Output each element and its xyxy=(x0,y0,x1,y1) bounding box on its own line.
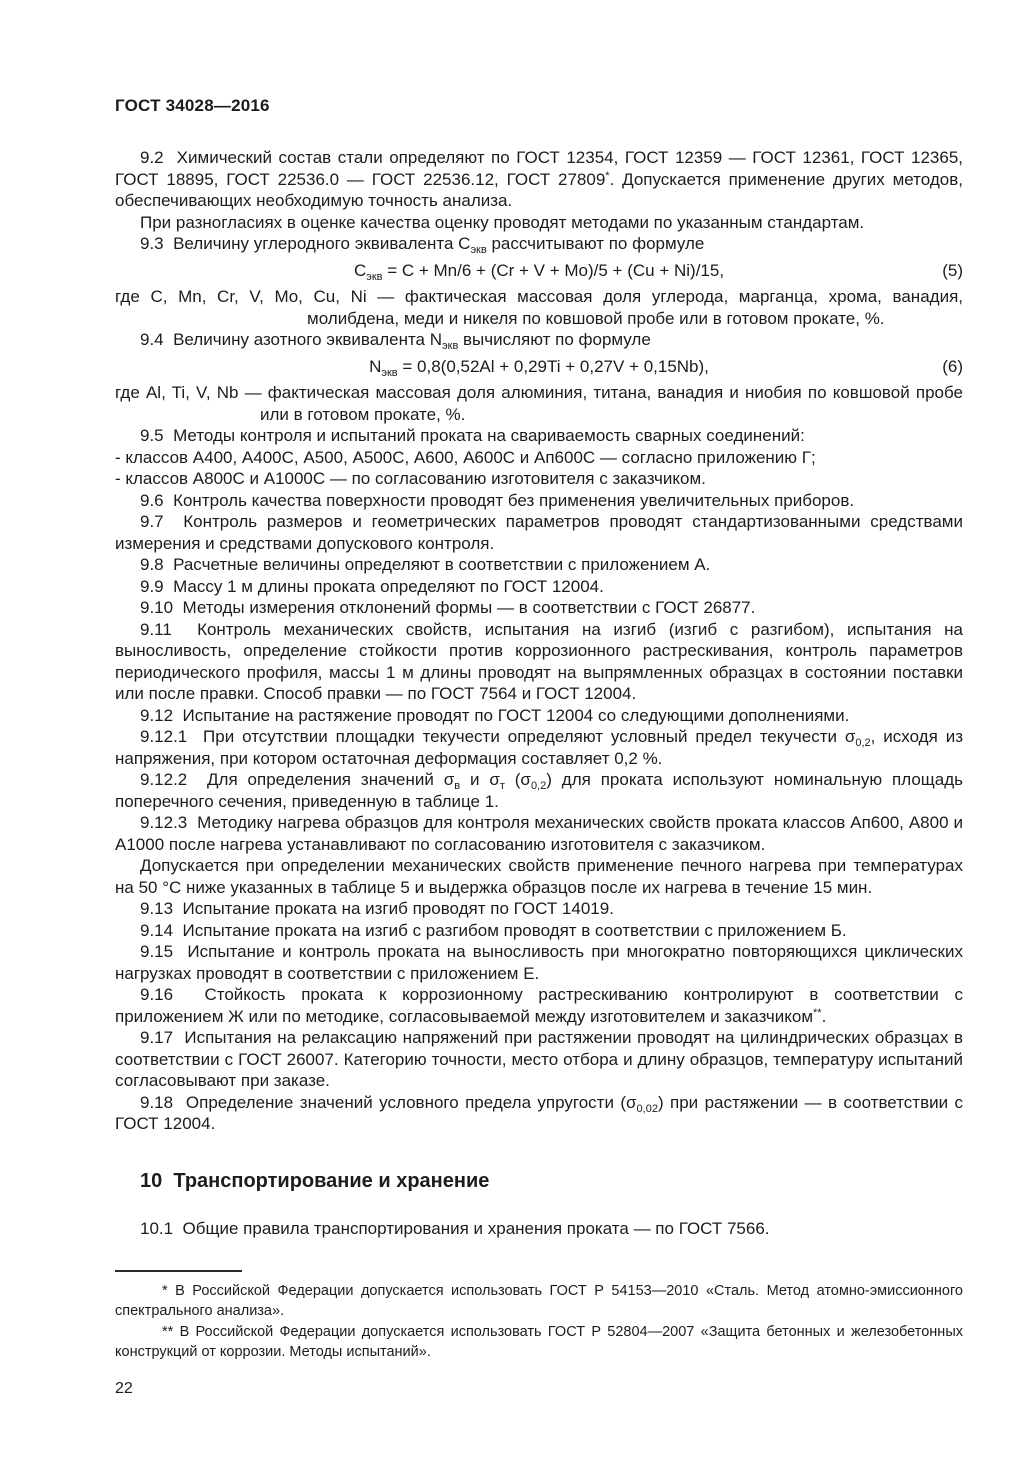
paragraph xyxy=(115,490,963,512)
text-run: 9.6 Контроль качества поверхности проводят без применения увеличительных приборов. xyxy=(140,490,855,510)
text-run: 9.15 Испытание и контроль проката на выносливость при многократно повторяющихся циклических нагрузках проводят в соответствии с приложением Е. xyxy=(115,942,963,983)
definition-paragraph xyxy=(115,382,963,425)
subscript-text: экв xyxy=(442,340,459,352)
text-run: 9.5 Методы контроля и испытаний проката на свариваемость сварных соединений: xyxy=(140,426,805,445)
paragraph xyxy=(115,898,963,920)
text-run: = 0,8(0,52Al + 0,29Ti + 0,27V + 0,15Nb), xyxy=(397,356,709,376)
paragraph xyxy=(115,1092,963,1135)
text-run: 9.7 Контроль размеров и геометрических параметров проводят стандартизованными средствами измерения и средствами допускового контроля. xyxy=(115,512,963,553)
subscript-text: в xyxy=(454,780,461,792)
text-run: 9.17 Испытания на релаксацию напряжений при растяжении проводят на цилиндрических образцах в соответствии с ГОСТ 26007. Категорию точности, место отбора и длину образцов, температуру испытаний согласовывают при заказе. xyxy=(115,1028,963,1090)
page-content xyxy=(115,96,963,1398)
list-item xyxy=(115,468,963,490)
text-run: 9.12.2 Для определения значений σ xyxy=(140,770,455,789)
text-run: 9.16 Стойкость проката к коррозионному растрескиванию контролируют в соответствии с приложением Ж или по методике, согласовываемой между изготовителем и заказчиком xyxy=(115,985,963,1026)
text-run: 10.1 Общие правила транспортирования и хранения проката — по ГОСТ 7566. xyxy=(140,1219,770,1238)
paragraph xyxy=(115,511,963,554)
text-run: 9.13 Испытание проката на изгиб проводят по ГОСТ 14019. xyxy=(140,899,614,918)
text-run: С xyxy=(353,260,367,280)
text-run: ) при растяжении — в соответствии с ГОСТ 12004. xyxy=(115,1092,963,1133)
text-run: (σ xyxy=(504,770,531,789)
text-run: Допускается при определении механических свойств применение печного нагрева при температурах на 50 °С ниже указанных в таблице 5 и выдержка образцов после их нагрева в течение 15 мин. xyxy=(115,856,963,897)
text-run: При разногласиях в оценке качества оценку проводят методами по указанным стандартам. xyxy=(140,212,865,232)
text-run: 9.12 Испытание на растяжение проводят по ГОСТ 12004 со следующими дополнениями. xyxy=(140,705,850,725)
paragraph xyxy=(115,233,963,255)
list-item xyxy=(115,447,963,469)
paragraph xyxy=(115,1027,963,1092)
doc-code-header: ГОСТ 34028—2016 xyxy=(115,96,270,115)
subscript-text: 0,2 xyxy=(530,780,547,792)
text-run: 9.14 Испытание проката на изгиб с разгибом проводят в соответствии с приложением Б. xyxy=(140,920,847,940)
section-heading xyxy=(115,1171,963,1193)
paragraph xyxy=(115,147,963,212)
paragraph xyxy=(115,329,963,351)
text-run: . Допускается применение других методов, обеспечивающих необходимую точность анализа. xyxy=(115,169,963,210)
paragraph xyxy=(115,812,963,855)
subscript-text: 0,02 xyxy=(636,1102,658,1115)
paragraph xyxy=(115,920,963,942)
text-run: 9.8 Расчетные величины определяют в соответствии с приложением А. xyxy=(140,555,711,574)
text-run: 9.10 Методы измерения отклонений формы — в соответствии с ГОСТ 26877. xyxy=(140,598,756,617)
text-run: ** В Российской Федерации допускается использовать ГОСТ Р 52804—2007 «Защита бетонных и железобетонных конструкций от коррозии. Методы испытаний». xyxy=(115,1323,963,1360)
text-run: 9.9 Массу 1 м длины проката определяют по ГОСТ 12004. xyxy=(140,576,604,596)
paragraph xyxy=(115,212,963,234)
document-body xyxy=(115,147,963,1363)
paragraph xyxy=(115,619,963,705)
footnote xyxy=(115,1281,963,1322)
subscript-text: экв xyxy=(470,244,487,256)
text-run: - классов А400, А400С, А500, А500С, А600, А600С и Ап600С — согласно приложению Г; xyxy=(115,447,816,467)
text-run: рассчитывают по формуле xyxy=(486,234,705,253)
text-run: ) для проката используют номинальную площадь поперечного сечения, приведенную в таблице 1. xyxy=(115,770,964,811)
formula-number: (5) xyxy=(942,260,963,280)
superscript-marker: * xyxy=(605,169,610,182)
paragraph xyxy=(115,597,963,619)
paragraph xyxy=(115,705,963,727)
text-run: и σ xyxy=(460,770,500,789)
subscript-text: т xyxy=(499,780,505,792)
paragraph xyxy=(115,726,963,769)
paragraph xyxy=(115,425,963,447)
page-number: 22 xyxy=(115,1379,133,1397)
definition-paragraph xyxy=(115,286,963,329)
text-run: 9.3 Величину углеродного эквивалента С xyxy=(140,234,471,253)
text-run: 9.11 Контроль механических свойств, испытания на изгиб (изгиб с разгибом), испытания на выносливость, определение стойкости против коррозионного растрескивания, контроль параметров периодического профиля, массы 1 м длины проводят на выпрямленных образцах в состоянии поставки или после правки. Способ правки — по ГОСТ 7564 и ГОСТ 12004. xyxy=(115,619,963,703)
subscript-text: экв xyxy=(366,270,383,283)
text-run: 9.18 Определение значений условного предела упругости (σ xyxy=(140,1092,637,1112)
subscript-text: экв xyxy=(381,366,398,379)
paragraph xyxy=(115,1218,963,1240)
text-run: N xyxy=(369,356,382,376)
paragraph xyxy=(115,576,963,598)
text-run: 9.12.3 Методику нагрева образцов для контроля механических свойств проката классов Ап600, А800 и А1000 после нагрева устанавливают по согласованию изготовителя с заказчиком. xyxy=(115,813,963,854)
text-run: 10 Транспортирование и хранение xyxy=(140,1169,490,1192)
paragraph xyxy=(115,941,963,984)
formula xyxy=(115,260,963,282)
text-run: где Al, Ti, V, Nb — фактическая массовая доля алюминия, титана, ванадия и ниобия по ковшовой пробе или в готовом прокате, %. xyxy=(115,383,963,424)
superscript-marker: ** xyxy=(813,1006,822,1019)
text-run: вычисляют по формуле xyxy=(458,330,651,349)
text-run: 9.2 Химический состав стали определяют по ГОСТ 12354, ГОСТ 12359 — ГОСТ 12361, ГОСТ 12365, ГОСТ 18895, ГОСТ 22536.0 — ГОСТ 22536.12, ГОСТ 27809 xyxy=(115,148,963,189)
text-run: где С, Mn, Cr, V, Mo, Cu, Ni — фактическая массовая доля углерода, марганца, хрома, ванадия, молибдена, меди и никеля по ковшовой пробе или в готовом прокате, %. xyxy=(115,287,963,328)
text-run: - классов А800С и А1000С — по согласованию изготовителя с заказчиком. xyxy=(115,469,706,488)
text-run: 9.4 Величину азотного эквивалента N xyxy=(140,330,443,349)
subscript-text: 0,2 xyxy=(855,737,871,749)
text-run: . xyxy=(821,1006,827,1026)
text-run: , исходя из напряжения, при котором остаточная деформация составляет 0,2 %. xyxy=(115,727,963,768)
formula-number: (6) xyxy=(942,356,963,376)
text-run: * В Российской Федерации допускается использовать ГОСТ Р 54153—2010 «Сталь. Метод атомно-эмиссионного спектрального анализа». xyxy=(115,1282,963,1319)
text-run: 9.12.1 При отсутствии площадки текучести определяют условный предел текучести σ xyxy=(140,727,856,746)
footnote-divider xyxy=(115,1270,242,1272)
paragraph xyxy=(115,554,963,576)
text-run: = С + Mn/6 + (Cr + V + Mo)/5 + (Cu + Ni)/15, xyxy=(382,260,725,280)
footnote xyxy=(115,1322,963,1363)
paragraph xyxy=(115,769,963,812)
paragraph xyxy=(115,855,963,898)
paragraph xyxy=(115,984,963,1027)
formula xyxy=(115,356,963,378)
